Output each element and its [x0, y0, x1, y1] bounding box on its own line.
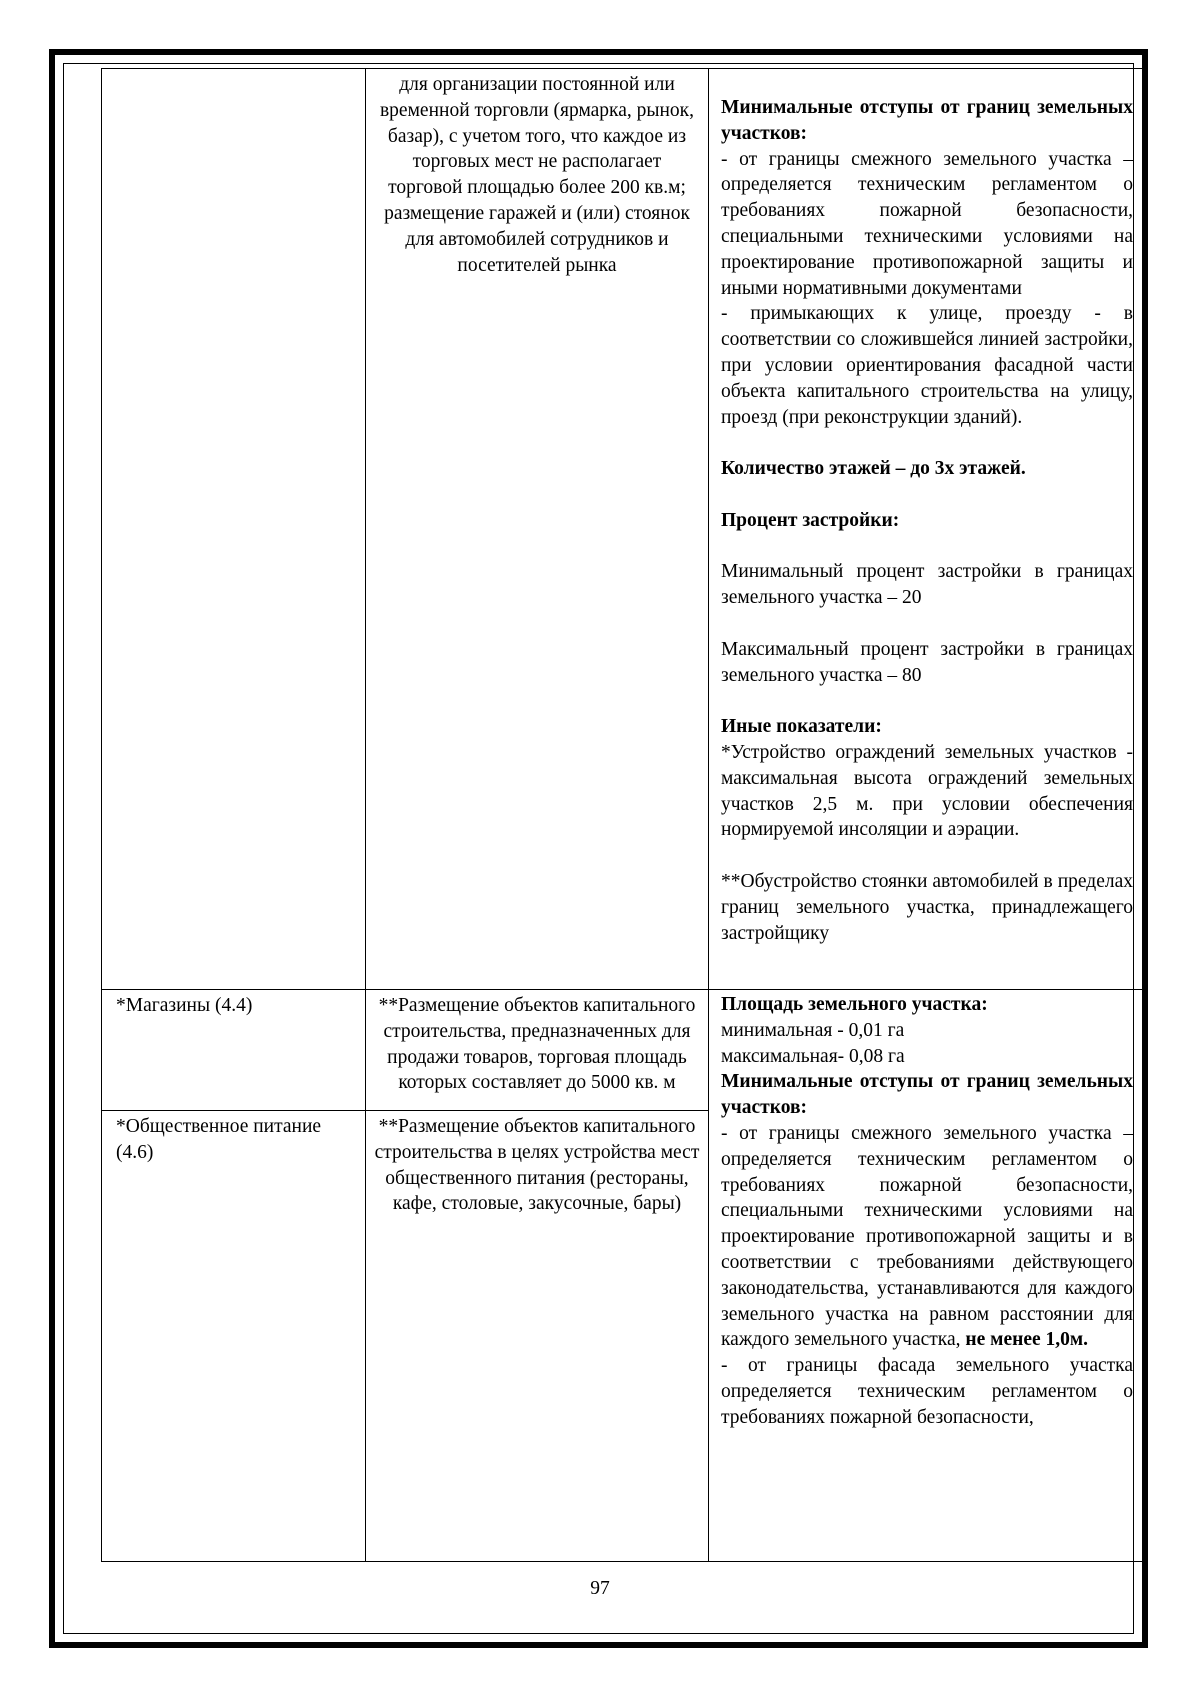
coverage-heading: Процент застройки:	[721, 509, 900, 531]
use-name-catering: *Общественное питание (4.6)	[116, 1116, 322, 1163]
use-description-cell	[366, 990, 709, 1111]
setback-min-distance: не менее 1,0м.	[965, 1329, 1089, 1351]
setback-facade: - от границы фасада земельного участка определяется техническим регламентом о требованиях пожарной безопасности,	[721, 1355, 1133, 1428]
page-number: 97	[590, 1578, 610, 1599]
floors-limit: Количество этажей – до 3х этажей.	[721, 458, 1026, 480]
coverage-max: Максимальный процент застройки в границах земельного участка – 80	[721, 638, 1133, 686]
parking-rule: **Обустройство стоянки автомобилей в пределах границ земельного участка, принадлежащего застройщику	[721, 870, 1133, 944]
use-description-cell	[366, 1111, 709, 1562]
use-description: для организации постоянной или временной торговли (ярмарка, рынок, базар), с учетом того, что каждое из торговых мест не располагает торговой площадью более 200 кв.м; размещение гаражей и (или) стоянок для автомобилей сотрудников и посетителей рынка	[379, 74, 695, 276]
parameters-cell	[709, 69, 1143, 990]
table-row	[102, 990, 1143, 1111]
use-name-cell	[102, 69, 366, 990]
use-name-shops: *Магазины (4.4)	[116, 995, 253, 1016]
use-description-cell	[366, 69, 709, 990]
table-row	[102, 69, 1143, 990]
fence-rule: *Устройство ограждений земельных участков - максимальная высота ограждений земельных участков 2,5 м. при условии обеспечения нормируемой инсоляции и аэрации.	[721, 741, 1133, 841]
setback-adjacent: - от границы смежного земельного участка – определяется техническим регламентом о требованиях пожарной безопасности, специальными техническими условиями на проектирование противопожарной защиты и иными нормативными документами	[721, 148, 1133, 299]
area-max: максимальная- 0,08 га	[721, 1045, 905, 1067]
setback-adjacent	[721, 1121, 1133, 1353]
use-description-shops: **Размещение объектов капитального строительства, предназначенных для продажи товаров, торговая площадь которых составляет до 5000 кв. м	[378, 995, 696, 1094]
use-name-cell	[102, 1111, 366, 1562]
setback-adjacent-text: - от границы смежного земельного участка – определяется техническим регламентом о требованиях пожарной безопасности, специальными техническими условиями на проектирование противопожарной защиты и в соответствии с требованиями действующего законодательства, устанавливаются для каждого земельного участка на равном расстоянии для каждого земельного участка,	[721, 1122, 1133, 1351]
other-indicators-heading: Иные показатели:	[721, 716, 882, 738]
area-min: минимальная - 0,01 га	[721, 1019, 905, 1041]
setbacks-heading: Минимальные отступы от границ земельных участков:	[721, 97, 1133, 144]
setbacks-heading: Минимальные отступы от границ земельных участков:	[721, 1071, 1133, 1119]
use-name-cell	[102, 990, 366, 1111]
regulations-table	[101, 68, 1143, 1562]
setback-street: - примыкающих к улице, проезду - в соответствии со сложившейся линией застройки, при условии ориентирования фасадной части объекта капитального строительства на улицу, проезд (при реконструкции зданий).	[721, 303, 1133, 428]
parameters-cell	[709, 990, 1143, 1562]
use-description-catering: **Размещение объектов капитального строительства в целях устройства мест общественного питания (рестораны, кафе, столовые, закусочные, бары)	[374, 1116, 700, 1215]
area-heading: Площадь земельного участка:	[721, 994, 988, 1015]
coverage-min: Минимальный процент застройки в границах земельного участка – 20	[721, 561, 1133, 609]
